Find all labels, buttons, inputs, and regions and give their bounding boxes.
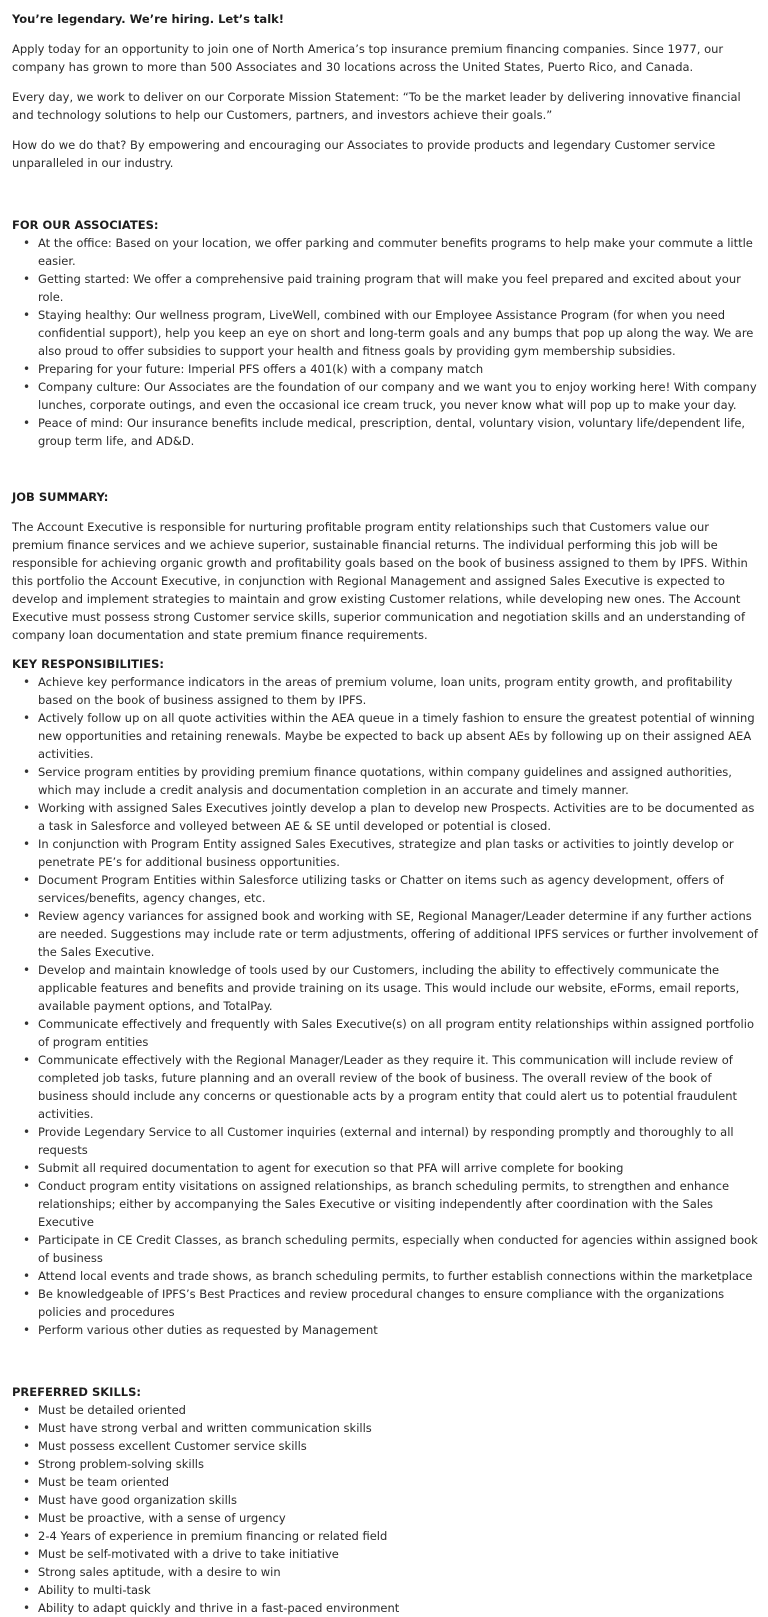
list-item: • Submit all required documentation to agent for execution so that PFA will arrive complete for booking (38, 1159, 758, 1177)
list-item: • Must be proactive, with a sense of urgency (38, 1509, 758, 1527)
list-item: • Ability to multi-task (38, 1581, 758, 1599)
list-item: • Must possess excellent Customer service skills (38, 1437, 758, 1455)
list-item: • Strong problem-solving skills (38, 1455, 758, 1473)
list-item: • Participate in CE Credit Classes, as branch scheduling permits, especially when conducted for agencies within assigned book of business (38, 1231, 758, 1267)
mission-paragraph: Every day, we work to deliver on our Corporate Mission Statement: “To be the market leader by delivering innovative financial and technology solutions to help our Customers, partners, and investors achieve their goals.” (12, 90, 741, 122)
list-item: • Perform various other duties as requested by Management (38, 1321, 758, 1339)
list-item: • Review agency variances for assigned book and working with SE, Regional Manager/Leader determine if any further actions are needed. Suggestions may include rate or term adjustments, offering of additional IPFS services or further involvement of the Sales Executive. (38, 907, 758, 961)
list-item: • Must have good organization skills (38, 1491, 758, 1509)
list-item: • Must have strong verbal and written communication skills (38, 1419, 758, 1437)
list-item: • Staying healthy: Our wellness program, LiveWell, combined with our Employee Assistance Program (for when you need confidential support), help you keep an eye on short and long-term goals and any bumps that pop up along the way. We are also proud to offer subsidies to support your health and fitness goals by providing gym membership subsidies. (38, 306, 758, 360)
list-item: • Must be team oriented (38, 1473, 758, 1491)
list-item: • Actively follow up on all quote activities within the AEA queue in a timely fashion to ensure the greatest potential of winning new opportunities and retaining renewals. Maybe be expected to back up absent AEs by following up on their assigned AEA activities. (38, 709, 758, 763)
list-item: • Must be detailed oriented (38, 1401, 758, 1419)
list-item: • Must be self-motivated with a drive to take initiative (38, 1545, 758, 1563)
responsibilities-list (12, 673, 758, 1339)
list-item: • Peace of mind: Our insurance benefits include medical, prescription, dental, voluntary vision, voluntary life/dependent life, group term life, and AD&D. (38, 414, 758, 450)
job-summary-heading: JOB SUMMARY: (12, 490, 109, 504)
headline: You’re legendary. We’re hiring. Let’s talk! (12, 12, 285, 26)
list-item: • At the office: Based on your location, we offer parking and commuter benefits programs to help make your commute a little easier. (38, 234, 758, 270)
list-item: • Achieve key performance indicators in the areas of premium volume, loan units, program entity growth, and profitability based on the book of business assigned to them by IPFS. (38, 673, 758, 709)
list-item: • Preparing for your future: Imperial PFS offers a 401(k) with a company match (38, 360, 758, 378)
list-item: • Ability to adapt quickly and thrive in a fast-paced environment (38, 1599, 758, 1617)
responsibilities-heading: KEY RESPONSIBILITIES: (12, 657, 164, 671)
list-item: • Working with assigned Sales Executives jointly develop a plan to develop new Prospects. Activities are to be documented as a task in Salesforce and volleyed between AE & SE until developed or potential is closed. (38, 799, 758, 835)
list-item: • Conduct program entity visitations on assigned relationships, as branch scheduling permits, to strengthen and enhance relationships; either by accompanying the Sales Executive or visiting independently after coordination with the Sales Executive (38, 1177, 758, 1231)
list-item: • In conjunction with Program Entity assigned Sales Executives, strategize and plan tasks or activities to jointly develop or penetrate PE’s for additional business opportunities. (38, 835, 758, 871)
intro-paragraph: Apply today for an opportunity to join one of North America’s top insurance premium financing companies. Since 1977, our company has grown to more than 500 Associates and 30 locations across the United States, Puerto Rico, and Canada. (12, 42, 724, 74)
list-item: • Document Program Entities within Salesforce utilizing tasks or Chatter on items such as agency development, offers of services/benefits, agency changes, etc. (38, 871, 758, 907)
list-item: • Provide Legendary Service to all Customer inquiries (external and internal) by responding promptly and thoroughly to all requests (38, 1123, 758, 1159)
list-item: • Communicate effectively and frequently with Sales Executive(s) on all program entity relationships within assigned portfolio of program entities (38, 1015, 758, 1051)
list-item: • Strong sales aptitude, with a desire to win (38, 1563, 758, 1581)
job-summary-text: The Account Executive is responsible for nurturing profitable program entity relationships such that Customers value our premium finance services and we achieve superior, sustainable financial returns. The individual performing this job will be responsible for achieving organic growth and profitability goals based on the book of business assigned to them by IPFS. Within this portfolio the Account Executive, in conjunction with Regional Management and assigned Sales Executive is expected to develop and implement strategies to maintain and grow existing Customer relations, while developing new ones. The Account Executive must possess strong Customer service skills, superior communication and negotiation skills and an understanding of company loan documentation and state premium finance requirements. (12, 520, 748, 642)
list-item: • Be knowledgeable of IPFS’s Best Practices and review procedural changes to ensure compliance with the organizations policies and procedures (38, 1285, 758, 1321)
associates-heading: FOR OUR ASSOCIATES: (12, 218, 159, 232)
skills-heading: PREFERRED SKILLS: (12, 1385, 141, 1399)
how-paragraph: How do we do that? By empowering and encouraging our Associates to provide products and legendary Customer service unparalleled in our industry. (12, 138, 716, 170)
associates-list (12, 234, 758, 450)
list-item: • Getting started: We offer a comprehensive paid training program that will make you feel prepared and excited about your role. (38, 270, 758, 306)
skills-list (12, 1401, 758, 1617)
list-item: • Attend local events and trade shows, as branch scheduling permits, to further establish connections within the marketplace (38, 1267, 758, 1285)
list-item: • Develop and maintain knowledge of tools used by our Customers, including the ability to effectively communicate the applicable features and benefits and provide training on its usage. This would include our website, eForms, email reports, available payment options, and TotalPay. (38, 961, 758, 1015)
list-item: • Company culture: Our Associates are the foundation of our company and we want you to enjoy working here! With company lunches, corporate outings, and even the occasional ice cream truck, you never know what will pop up to make your day. (38, 378, 758, 414)
list-item: • Service program entities by providing premium finance quotations, within company guidelines and assigned authorities, which may include a credit analysis and documentation completion in an accurate and timely manner. (38, 763, 758, 799)
list-item: • Communicate effectively with the Regional Manager/Leader as they require it. This communication will include review of completed job tasks, future planning and an overall review of the book of business. The overall review of the book of business should include any concerns or questionable acts by a program entity that could alert us to potential fraudulent activities. (38, 1051, 758, 1123)
list-item: • 2-4 Years of experience in premium financing or related field (38, 1527, 758, 1545)
